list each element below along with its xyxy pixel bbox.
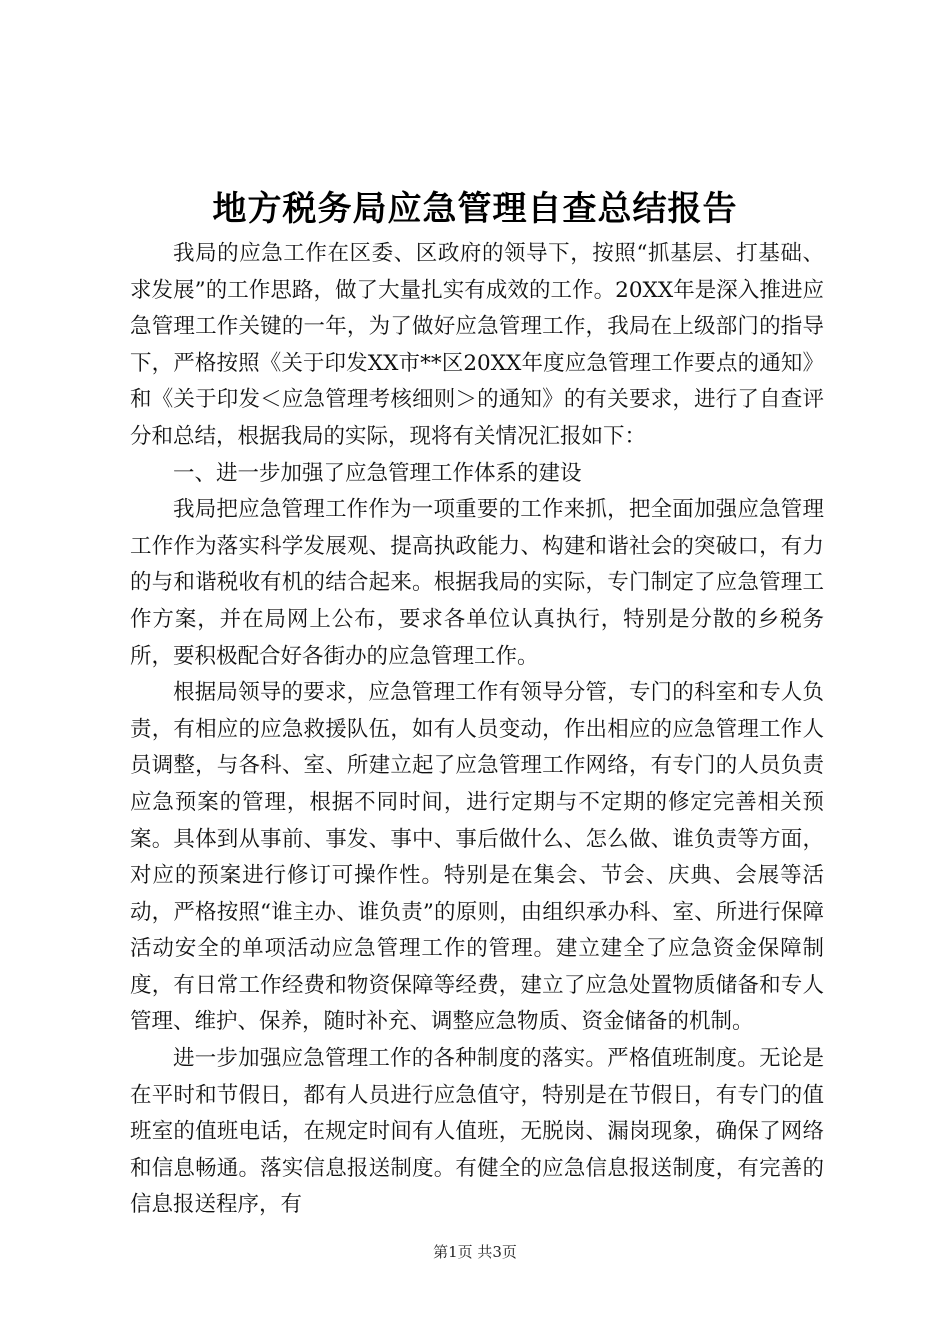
paragraph-system-building: 我局把应急管理工作作为一项重要的工作来抓，把全面加强应急管理工作作为落实科学发展观、提高执政能力、构建和谐社会的突破口，有力的与和谐税收有机的结合起来。根据我局的实际，专门制定了应急管理工作方案，并在局网上公布，要求各单位认真执行，特别是分散的乡税务所，要积极配合好各街办的应急管理工作。 (130, 497, 824, 669)
section-heading-1: 一、进一步加强了应急管理工作体系的建设 (173, 460, 582, 486)
page-number-footer: 第1页 共3页 (433, 1243, 517, 1261)
document-body (130, 236, 824, 1224)
paragraph-systems-implementation: 进一步加强应急管理工作的各种制度的落实。严格值班制度。无论是在平时和节假日，都有人员进行应急值守，特别是在节假日，有专门的值班室的值班电话，在规定时间有人值班，无脱岗、漏岗现象，确保了网络和信息畅通。落实信息报送制度。有健全的应急信息报送制度，有完善的信息报送程序，有 (130, 1046, 824, 1218)
paragraph-leadership: 根据局领导的要求，应急管理工作有领导分管，专门的科室和专人负责，有相应的应急救援队伍，如有人员变动，作出相应的应急管理工作人员调整，与各科、室、所建立起了应急管理工作网络，有专门的人员负责应急预案的管理，根据不同时间，进行定期与不定期的修定完善相关预案。具体到从事前、事发、事中、事后做什么、怎么做、谁负责等方面，对应的预案进行修订可操作性。特别是在集会、节会、庆典、会展等活动，严格按照“谁主办、谁负责”的原则，由组织承办科、室、所进行保障活动安全的单项活动应急管理工作的管理。建立建全了应急资金保障制度，有日常工作经费和物资保障等经费，建立了应急处置物质储备和专人管理、维护、保养，随时补充、调整应急物质、资金储备的机制。 (130, 680, 824, 1035)
document-title: 地方税务局应急管理自查总结报告 (212, 189, 738, 229)
paragraph-intro: 我局的应急工作在区委、区政府的领导下，按照“抓基层、打基础、求发展”的工作思路，做了大量扎实有成效的工作。20XX年是深入推进应急管理工作关键的一年，为了做好应急管理工作，我局在上级部门的指导下，严格按照《关于印发XX市**区20XX年度应急管理工作要点的通知》和《关于印发＜应急管理考核细则＞的通知》的有关要求，进行了自查评分和总结，根据我局的实际，现将有关情况汇报如下： (130, 241, 824, 449)
